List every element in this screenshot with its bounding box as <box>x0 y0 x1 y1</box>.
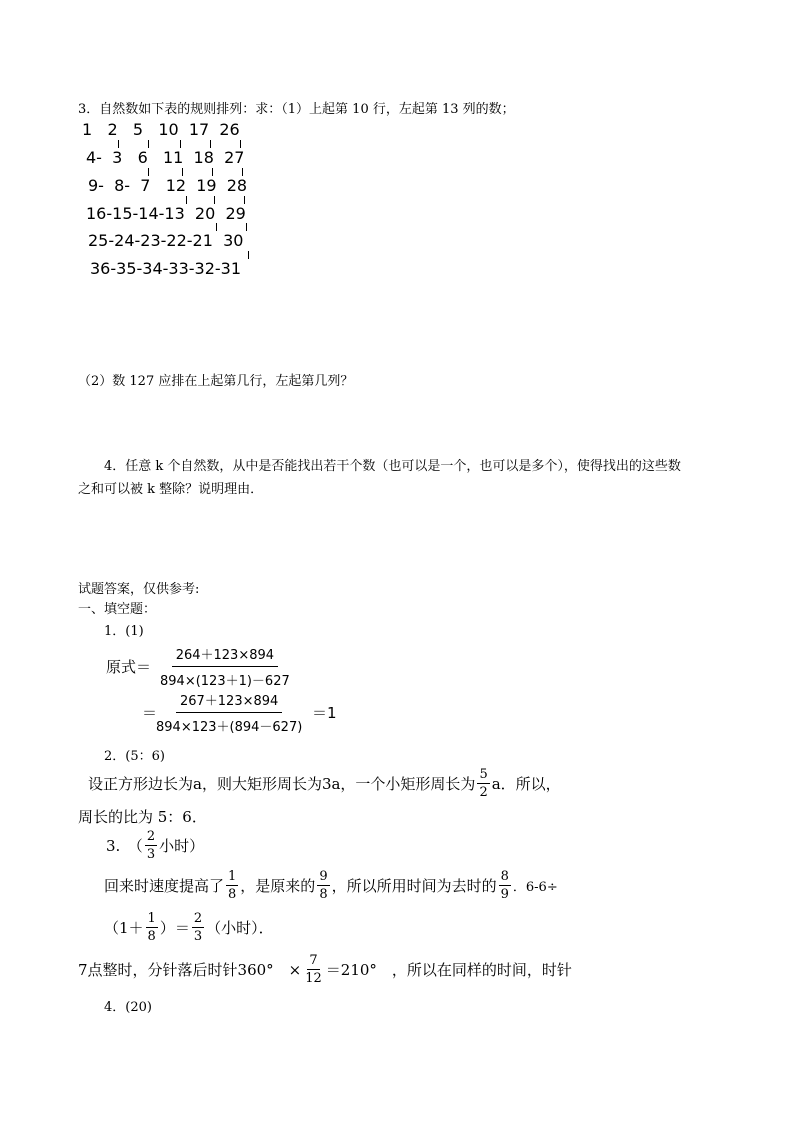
fraction-denominator: 3 <box>193 929 203 944</box>
answer-1-label: 1．(1) <box>104 624 144 639</box>
fraction-denominator: 3 <box>146 847 156 862</box>
fraction-denominator: 8 <box>319 887 328 902</box>
grid-connector <box>240 140 241 148</box>
fraction-denominator: 12 <box>305 971 322 986</box>
grid-connector <box>182 168 183 176</box>
fraction-numerator: 267＋123×894 <box>176 690 282 713</box>
answer-3-line-3 <box>78 954 572 985</box>
answer-2-fraction <box>477 768 489 799</box>
fraction-denominator: 8 <box>228 887 237 902</box>
text: （1＋ <box>104 919 144 937</box>
grid-connector <box>212 168 213 176</box>
answer-2-text-a: 设正方形边长为a，则大矩形周长为3a，一个小矩形周长为 <box>88 775 476 793</box>
fraction-numerator: 2 <box>146 829 156 844</box>
question-3-part-2: （2）数 127 应排在上起第几行，左起第几列？ <box>78 374 354 389</box>
fraction <box>499 870 511 901</box>
answer-1-result: ＝1 <box>312 704 337 722</box>
answer-1-equals: ＝ <box>142 704 158 722</box>
grid-row-4: 16-15-14-13 20 29 <box>86 204 246 223</box>
answer-2-label: 2．(5：6) <box>104 749 165 764</box>
text: 7点整时，分针落后时针360° × <box>78 961 302 979</box>
question-4-line-2: 之和可以被 k 整除？说明理由． <box>78 482 264 497</box>
fraction-numerator: 1 <box>228 869 237 884</box>
fraction <box>317 870 329 901</box>
grid-connector <box>186 196 187 204</box>
text: （小时）． <box>206 919 274 937</box>
answer-3-label <box>106 830 204 861</box>
answer-3-label-b: 小时） <box>159 837 205 855</box>
grid-connector <box>210 140 211 148</box>
answers-header: 试题答案，仅供参考: <box>78 582 200 597</box>
answer-3-label-fraction <box>145 830 157 861</box>
answers-section-title: 一、填空题： <box>78 602 157 617</box>
fraction-numerator: 1 <box>147 911 156 926</box>
text: ）＝ <box>159 919 190 937</box>
fraction-denominator: 8 <box>147 929 156 944</box>
answer-2-line-2: 周长的比为 5：6． <box>78 808 207 826</box>
fraction-numerator: 5 <box>479 767 488 782</box>
grid-row-1: 1 2 5 10 17 26 <box>82 120 240 139</box>
answer-2-text-b: a．所以， <box>491 775 561 793</box>
fraction-denominator: 9 <box>500 887 509 902</box>
grid-connector <box>246 223 247 231</box>
grid-connector <box>216 223 217 231</box>
fraction-numerator: 9 <box>319 869 328 884</box>
fraction-numerator: 7 <box>309 953 318 968</box>
answer-1-fraction-2 <box>152 690 306 735</box>
text: ，所以所用时间为去时的 <box>331 877 497 895</box>
question-3-title: 3．自然数如下表的规则排列：求：（1）上起第 10 行，左起第 13 列的数； <box>78 102 515 117</box>
grid-connector <box>244 196 245 204</box>
answer-1-fraction-1 <box>156 644 294 689</box>
answer-1-lhs: 原式＝ <box>106 658 152 676</box>
fraction-numerator: 264＋123×894 <box>172 644 278 667</box>
fraction-numerator: 8 <box>500 869 509 884</box>
grid-connector <box>248 251 249 259</box>
grid-connector <box>180 140 181 148</box>
grid-row-3: 9- 8- 7 12 19 28 <box>88 176 248 195</box>
fraction <box>303 954 324 985</box>
answer-4-label: 4．(20) <box>104 1000 152 1015</box>
grid-row-5: 25-24-23-22-21 30 <box>88 231 244 250</box>
fraction-numerator: 2 <box>193 911 203 926</box>
text: 回来时速度提高了 <box>104 877 225 895</box>
answer-3-line-1 <box>104 870 558 901</box>
grid-connector <box>214 196 215 204</box>
answer-3-line-2 <box>104 912 274 943</box>
text: ，是原来的 <box>240 877 316 895</box>
question-4-line-1: 4．任意 k 个自然数，从中是否能找出若干个数（也可以是一个，也可以是多个），使得找出的这些数 <box>104 459 681 474</box>
fraction <box>146 912 158 943</box>
fraction-denominator: 894×123＋(894－627) <box>156 720 303 735</box>
grid-connector <box>118 140 119 148</box>
grid-row-2: 4- 3 6 11 18 27 <box>86 148 245 167</box>
fraction <box>226 870 238 901</box>
grid-connector <box>242 168 243 176</box>
grid-connector <box>148 140 149 148</box>
text: ＝210° ，所以在同样的时间，时针 <box>325 961 572 979</box>
grid-row-6: 36-35-34-33-32-31 <box>90 259 242 278</box>
answer-3-label-a: 3. （ <box>106 837 143 855</box>
fraction-denominator: 894×(123＋1)－627 <box>160 674 290 689</box>
text: ．6-6÷ <box>512 880 558 895</box>
fraction-denominator: 2 <box>479 785 488 800</box>
fraction <box>192 912 204 943</box>
answer-2-line-1 <box>88 768 561 799</box>
grid-connector <box>148 168 149 176</box>
